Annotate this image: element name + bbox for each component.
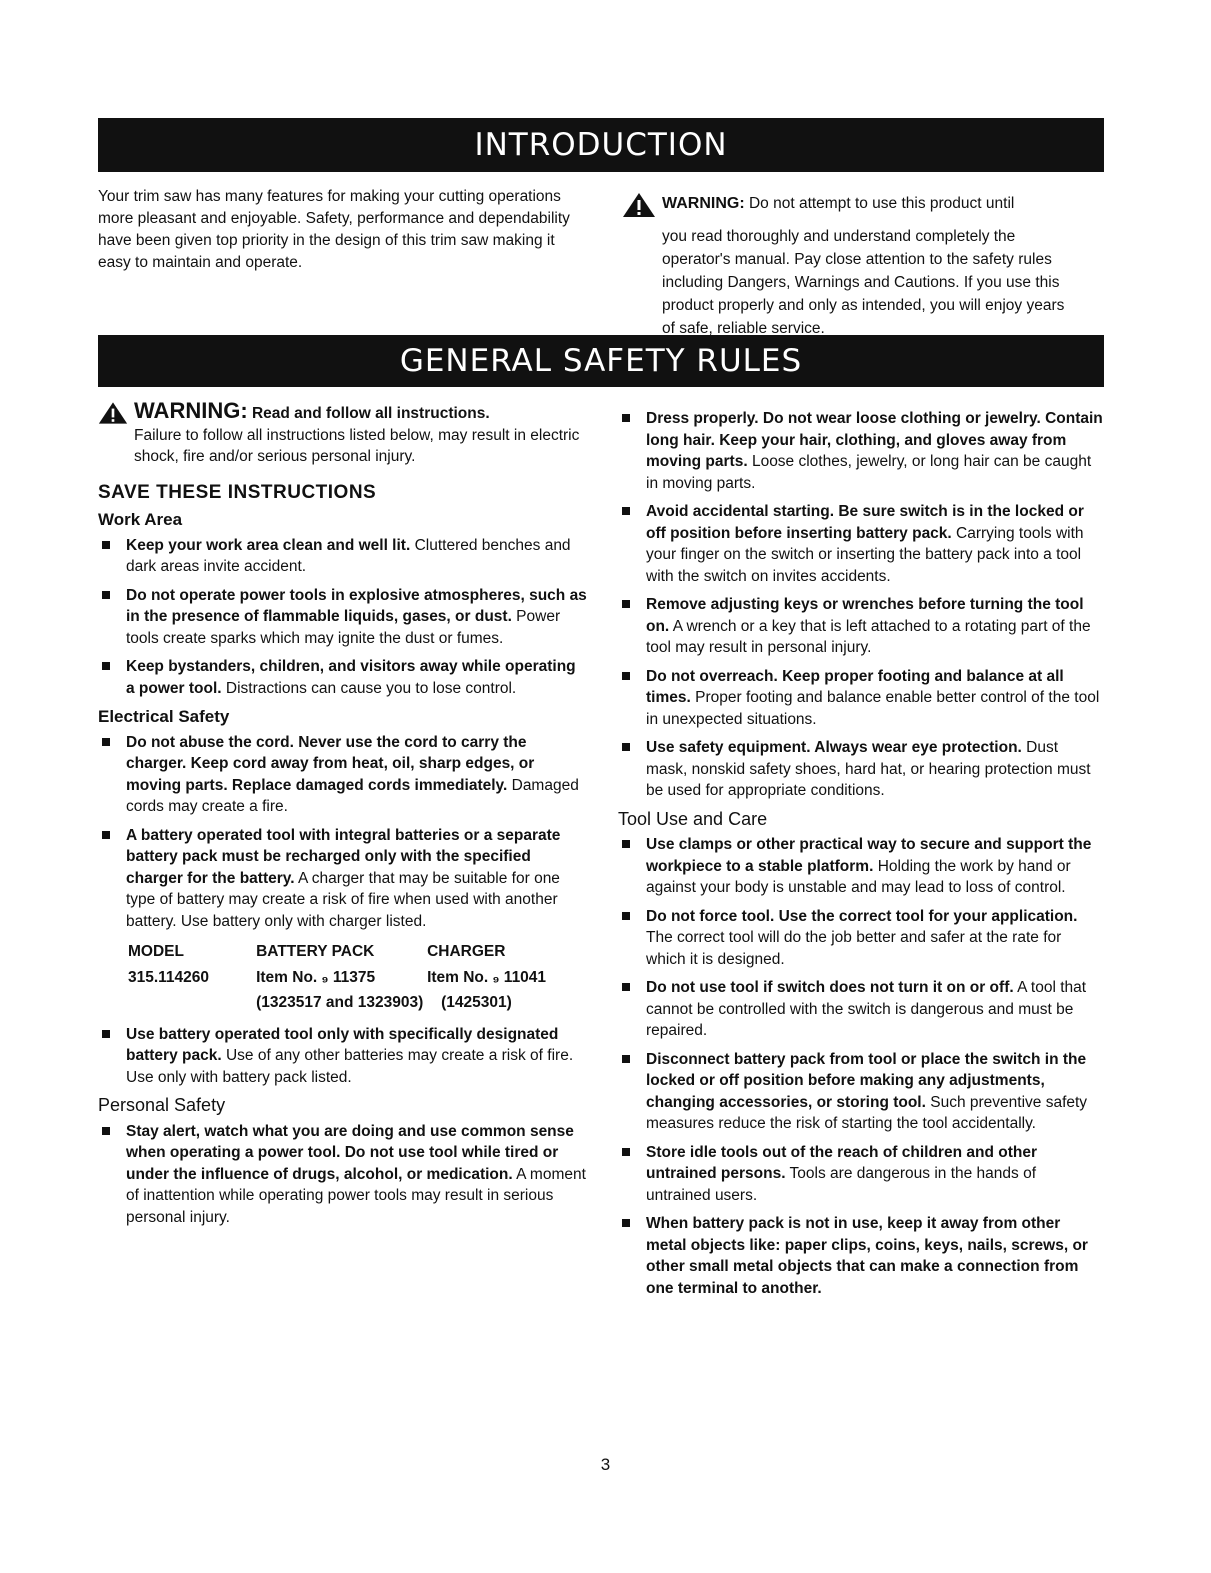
list-item bbox=[618, 666, 1103, 731]
bullet-square-icon bbox=[622, 743, 630, 751]
table-header: BATTERY PACK bbox=[256, 943, 375, 960]
list-item bbox=[618, 906, 1103, 971]
list-item bbox=[618, 834, 1103, 899]
item-text: A tool that cannot be controlled with the switch is dangerous and must be repaired. bbox=[646, 979, 1087, 1039]
left-column bbox=[98, 400, 588, 1235]
table-header: MODEL bbox=[128, 943, 184, 960]
item-text: Dust mask, nonskid safety shoes, hard hat, or hearing protection must be used for appropriate conditions. bbox=[646, 739, 1091, 799]
bullet-square-icon bbox=[102, 591, 110, 599]
item-text: Tools are dangerous in the hands of untrained users. bbox=[646, 1165, 1037, 1204]
bullet-square-icon bbox=[622, 414, 630, 422]
bullet-square-icon bbox=[622, 840, 630, 848]
bullet-square-icon bbox=[102, 738, 110, 746]
rules-warning-bold: Read and follow all instructions. bbox=[251, 405, 490, 422]
item-text: A wrench or a key that is left attached to a rotating part of the tool may result in personal injury. bbox=[646, 617, 1091, 656]
item-text: Such preventive safety measures reduce the risk of starting the tool accidentally. bbox=[646, 1093, 1088, 1132]
item-bold: Store idle tools out of the reach of children and other untrained persons. bbox=[646, 1143, 1037, 1182]
item-bold: Do not overreach. Keep proper footing and balance at all times. bbox=[646, 667, 1064, 706]
list-item bbox=[98, 585, 588, 650]
item-text: Damaged cords may create a fire. bbox=[126, 776, 579, 815]
general-safety-rules-banner: GENERAL SAFETY RULES bbox=[98, 335, 1104, 387]
item-bold: Do not operate power tools in explosive atmospheres, such as in the presence of flammable liquids, gases, or dust. bbox=[126, 586, 587, 625]
intro-warning-rest: you read thoroughly and understand completely the operator's manual. Pay close attention to the safety rules including Dangers, Warnings and Cautions. If you use this product properly and only as intended, you will enjoy years of safe, reliable service. bbox=[662, 228, 1065, 337]
bullet-square-icon bbox=[622, 912, 630, 920]
item-text: Power tools create sparks which may ignite the dust or fumes. bbox=[126, 608, 561, 647]
item-text: Holding the work by hand or against your body is unstable and may lead to loss of control. bbox=[646, 857, 1071, 896]
list-item bbox=[618, 1049, 1103, 1135]
table-cell: Item No. ₉ 11375 bbox=[256, 968, 376, 986]
right-column bbox=[618, 408, 1103, 1306]
bullet-square-icon bbox=[102, 662, 110, 670]
table-cell: (1323517 and 1323903) bbox=[256, 994, 424, 1011]
rules-warning-head: WARNING: bbox=[134, 398, 248, 423]
bullet-square-icon bbox=[622, 983, 630, 991]
work-area-title: Work Area bbox=[98, 510, 183, 529]
bullet-square-icon bbox=[622, 600, 630, 608]
save-instructions-title: SAVE THESE INSTRUCTIONS bbox=[98, 481, 377, 503]
table-cell: 315.114260 bbox=[128, 968, 210, 986]
item-bold: Use clamps or other practical way to secure and support the workpiece to a stable platform. bbox=[646, 836, 1092, 875]
intro-warning-first: Do not attempt to use this product until bbox=[748, 195, 1015, 212]
list-item bbox=[618, 594, 1103, 659]
item-bold: Do not abuse the cord. Never use the cord to carry the charger. Keep cord away from heat, oil, sharp edges, or moving parts. Replace damaged cords immediately. bbox=[126, 733, 535, 794]
list-item bbox=[618, 501, 1103, 587]
item-bold: Keep bystanders, children, and visitors away while operating a power tool. bbox=[126, 658, 576, 697]
item-bold: A battery operated tool with integral batteries or a separate battery pack must be recharged only with the specified charger for the battery. bbox=[126, 826, 561, 887]
item-text: Cluttered benches and dark areas invite accident. bbox=[126, 536, 571, 575]
item-text: Proper footing and balance enable better control of the tool in unexpected situations. bbox=[646, 689, 1100, 728]
item-text: Use of any other batteries may create a risk of fire. Use only with battery pack listed. bbox=[126, 1047, 574, 1086]
intro-warning bbox=[622, 192, 1072, 340]
bullet-square-icon bbox=[102, 1030, 110, 1038]
list-item bbox=[98, 535, 588, 578]
warning-triangle-icon bbox=[98, 400, 128, 433]
item-text: Loose clothes, jewelry, or long hair can be caught in moving parts. bbox=[646, 453, 1092, 492]
item-bold: Do not force tool. Use the correct tool for your application. bbox=[646, 907, 1078, 925]
item-bold: Do not use tool if switch does not turn it on or off. bbox=[646, 979, 1014, 996]
introduction-banner: INTRODUCTION bbox=[98, 118, 1104, 172]
table-row bbox=[128, 939, 588, 965]
intro-warning-head: WARNING: bbox=[662, 195, 745, 212]
bullet-square-icon bbox=[622, 1219, 630, 1227]
table-row bbox=[128, 965, 588, 991]
table-header: CHARGER bbox=[427, 943, 506, 960]
electrical-safety-title: Electrical Safety bbox=[98, 707, 230, 726]
bullet-square-icon bbox=[102, 541, 110, 549]
warning-triangle-icon bbox=[622, 192, 656, 225]
item-text: Carrying tools with your finger on the switch or inserting the battery pack into a tool with the switch on invites accidents. bbox=[646, 524, 1084, 585]
list-item bbox=[98, 656, 588, 699]
list-item bbox=[618, 737, 1103, 802]
item-bold: Disconnect battery pack from tool or place the switch in the locked or off position before making any adjustments, changing accessories, or storing tool. bbox=[646, 1050, 1087, 1111]
bullet-square-icon bbox=[102, 831, 110, 839]
bullet-square-icon bbox=[622, 1055, 630, 1063]
item-bold: When battery pack is not in use, keep it away from other metal objects like: paper clips, coins, keys, nails, screws, or other small metal objects that can make a connection from one terminal to another. bbox=[646, 1215, 1088, 1297]
item-bold: Use battery operated tool only with specifically designated battery pack. bbox=[126, 1025, 559, 1064]
item-bold: Remove adjusting keys or wrenches before turning the tool on. bbox=[646, 596, 1084, 635]
item-bold: Avoid accidental starting. Be sure switch is in the locked or off position before inserting battery pack. bbox=[646, 503, 1084, 542]
list-item bbox=[618, 408, 1103, 494]
item-text: The correct tool will do the job better and safer at the rate for which it is designed. bbox=[646, 929, 1062, 968]
page-number: 3 bbox=[600, 1455, 611, 1474]
item-bold: Use safety equipment. Always wear eye protection. bbox=[646, 739, 1022, 756]
table-row bbox=[128, 990, 588, 1016]
list-item bbox=[618, 977, 1103, 1042]
list-item bbox=[618, 1142, 1103, 1207]
item-bold: Stay alert, watch what you are doing and use common sense when operating a power tool. Do not use tool while tired or under the influence of drugs, alcohol, or medication. bbox=[126, 1122, 574, 1183]
item-bold: Keep your work area clean and well lit. bbox=[126, 536, 411, 554]
bullet-square-icon bbox=[622, 672, 630, 680]
list-item bbox=[98, 1024, 588, 1089]
bullet-square-icon bbox=[622, 507, 630, 515]
list-item bbox=[98, 1121, 588, 1229]
item-text: A moment of inattention while operating power tools may result in serious personal injury. bbox=[126, 1165, 586, 1226]
rules-warning-text: Failure to follow all instructions listed below, may result in electric shock, fire and/or serious personal injury. bbox=[134, 426, 580, 465]
table-cell: Item No. ₉ 11041 bbox=[427, 968, 547, 986]
bullet-square-icon bbox=[102, 1127, 110, 1135]
intro-paragraph: Your trim saw has many features for making your cutting operations more pleasant and enjoyable. Safety, performance and dependability have been given top priority in the design of this trim saw making it easy to maintain and operate. bbox=[98, 188, 570, 271]
item-bold: Dress properly. Do not wear loose clothing or jewelry. Contain long hair. Keep your hair, clothing, and gloves away from moving parts. bbox=[646, 410, 1103, 470]
model-table bbox=[128, 939, 588, 1016]
item-text: Distractions can cause you to lose control. bbox=[221, 679, 517, 697]
rules-warning bbox=[98, 400, 588, 468]
tool-use-title: Tool Use and Care bbox=[618, 808, 768, 829]
list-item bbox=[618, 1213, 1103, 1299]
list-item bbox=[98, 732, 588, 818]
personal-safety-title: Personal Safety bbox=[98, 1095, 226, 1115]
table-cell: (1425301) bbox=[441, 994, 512, 1011]
bullet-square-icon bbox=[622, 1148, 630, 1156]
table-cell bbox=[128, 990, 256, 1016]
item-text: A charger that may be suitable for one type of battery may create a risk of fire when used with another battery. Use battery only with charger listed. bbox=[126, 869, 560, 930]
list-item bbox=[98, 825, 588, 933]
